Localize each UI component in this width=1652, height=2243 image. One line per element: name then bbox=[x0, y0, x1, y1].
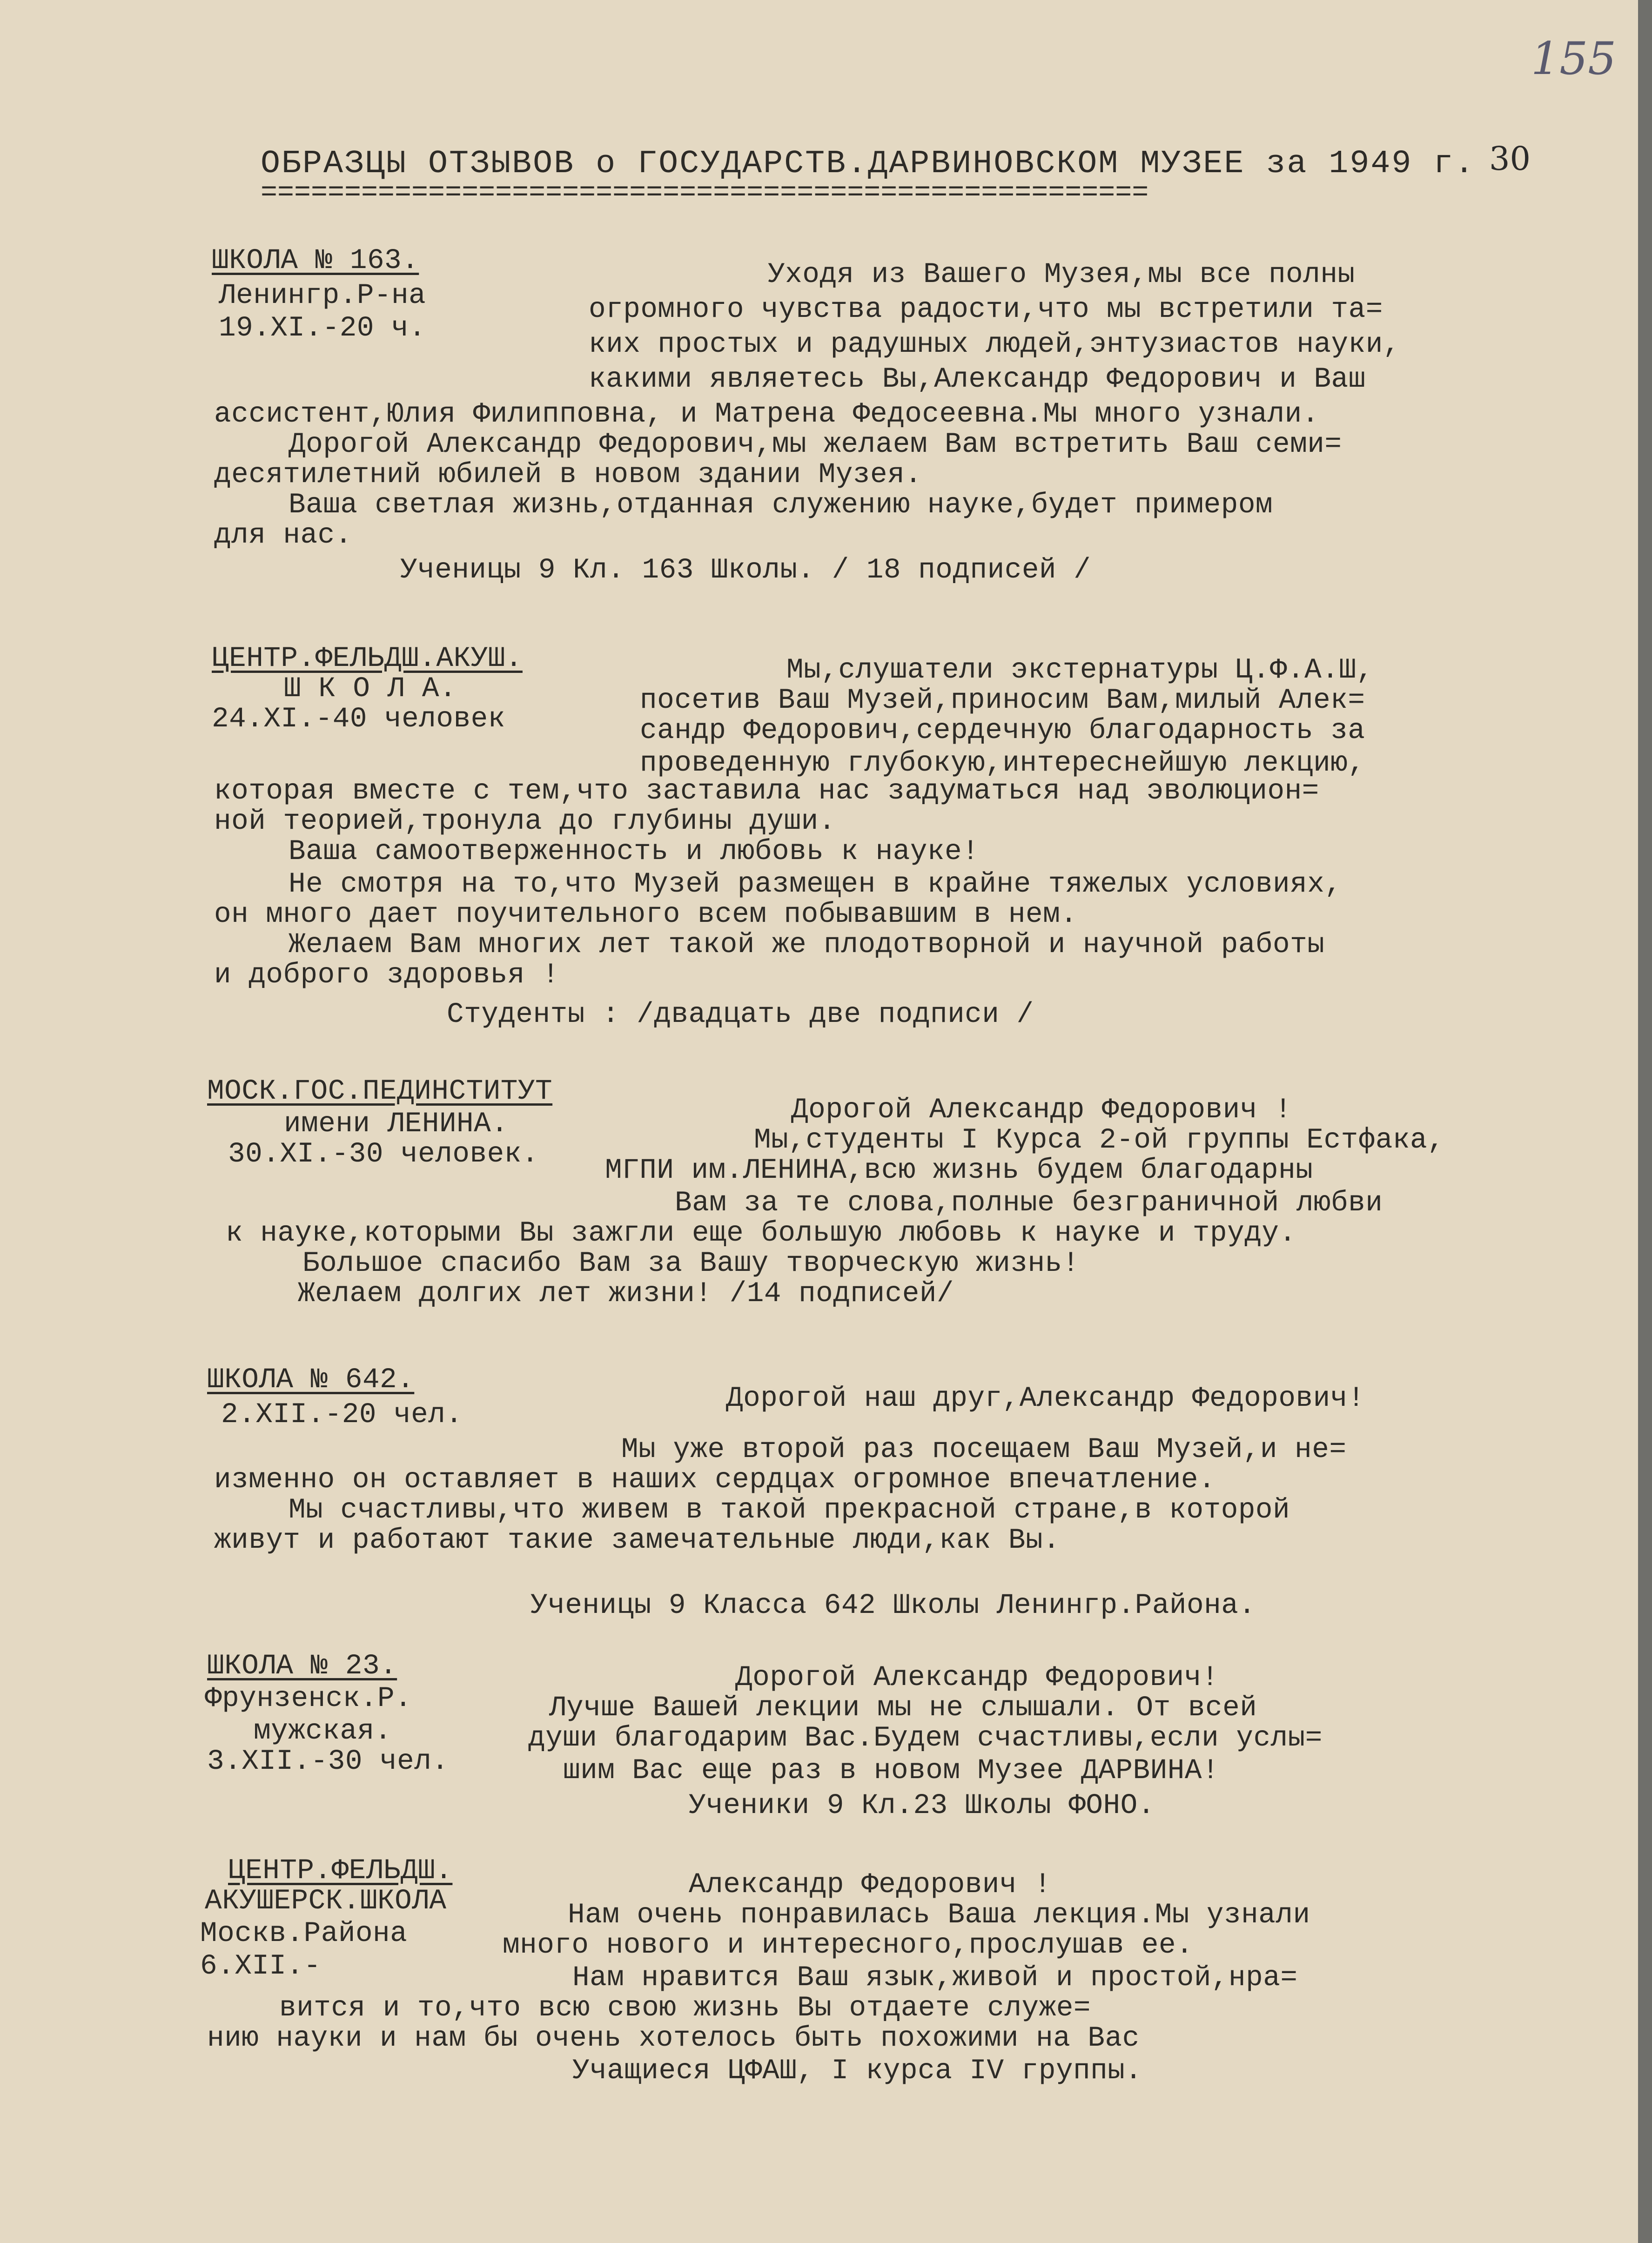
entry-2-line-3: сандр Федорович,сердечную благодарность за bbox=[640, 715, 1365, 747]
entry-2-line-9: он много дает поучительного всем побывавшим в нем. bbox=[214, 899, 1078, 931]
entry-3-signatures: Желаем долгих лет жизни! /14 подписей/ bbox=[298, 1278, 954, 1310]
entry-3-header-date: 30.XI.-30 человек. bbox=[228, 1138, 539, 1170]
entry-4-header-date: 2.XII.-20 чел. bbox=[221, 1399, 463, 1431]
entry-2-line-4: проведенную глубокую,интереснейшую лекцию, bbox=[640, 747, 1365, 779]
entry-4-line-1: Дорогой наш друг,Александр Федорович! bbox=[726, 1383, 1365, 1415]
entry-6-header-district: Москв.Района bbox=[200, 1918, 408, 1950]
entry-2-header-date: 24.XI.-40 человек bbox=[212, 703, 505, 735]
entry-4-header-school: ШКОЛА № 642. bbox=[207, 1364, 415, 1396]
entry-2-line-10: Желаем Вам многих лет такой же плодотворной и научной работы bbox=[289, 929, 1325, 961]
entry-1-header-date: 19.XI.-20 ч. bbox=[219, 312, 426, 344]
entry-4-line-4: Мы счастливы,что живем в такой прекрасной стране,в которой bbox=[289, 1494, 1290, 1526]
entry-5-header-date: 3.XII.-30 чел. bbox=[207, 1746, 449, 1778]
title-rule: ===================================================== bbox=[261, 177, 1149, 209]
entry-2-line-5: которая вместе с тем,что заставила нас задуматься над эволюцион= bbox=[214, 775, 1319, 807]
entry-3-line-1: Дорогой Александр Федорович ! bbox=[791, 1094, 1292, 1126]
entry-2-line-11: и доброго здоровья ! bbox=[214, 959, 560, 991]
entry-2-header-type: Ш К О Л А. bbox=[284, 673, 457, 705]
entry-1-line-9: для нас. bbox=[214, 519, 352, 551]
entry-1-line-3: ких простых и радушных людей,энтузиастов науки, bbox=[589, 329, 1400, 361]
entry-1-line-8: Ваша светлая жизнь,отданная служению науке,будет примером bbox=[289, 489, 1273, 521]
entry-6-header-date: 6.XII.- bbox=[200, 1950, 321, 1982]
entry-1-line-1: Уходя из Вашего Музея,мы все полны bbox=[768, 259, 1355, 291]
entry-5-line-2: Лучше Вашей лекции мы не слышали. От всей bbox=[549, 1692, 1257, 1724]
page-number: 30 bbox=[1489, 140, 1531, 178]
entry-2-line-8: Не смотря на то,что Музей размещен в крайне тяжелых условиях, bbox=[289, 868, 1342, 900]
entry-4-line-5: живут и работают такие замечательные люди,как Вы. bbox=[214, 1524, 1061, 1557]
entry-5-header-district: Фрунзенск.Р. bbox=[205, 1683, 412, 1715]
entry-3-header-name: имени ЛЕНИНА. bbox=[284, 1108, 509, 1140]
entry-4-line-3: изменно он оставляет в наших сердцах огромное впечатление. bbox=[214, 1464, 1216, 1496]
entry-3-header-school: МОСК.ГОС.ПЕДИНСТИТУТ bbox=[207, 1075, 553, 1108]
entry-6-line-5: вится и то,что всю свою жизнь Вы отдаете служе= bbox=[279, 1992, 1091, 2024]
entry-1-line-6: Дорогой Александр Федорович,мы желаем Вам встретить Ваш семи= bbox=[289, 429, 1342, 461]
entry-3-line-4: Вам за те слова,полные безграничной любви bbox=[675, 1187, 1383, 1219]
entry-3-line-5: к науке,которыми Вы зажгли еще большую любовь к науке и труду. bbox=[226, 1217, 1296, 1249]
entry-6-header-school: ЦЕНТР.ФЕЛЬДШ. bbox=[228, 1855, 453, 1887]
entry-1-signatures: Ученицы 9 Кл. 163 Школы. / 18 подписей / bbox=[400, 554, 1091, 586]
entry-6-signatures: Учащиеся ЦФАШ, I курса IV группы. bbox=[572, 2055, 1142, 2087]
entry-6-line-3: много нового и интересного,прослушав ее. bbox=[503, 1929, 1194, 1961]
entry-6-line-6: нию науки и нам бы очень хотелось быть похожими на Вас bbox=[207, 2022, 1140, 2055]
entry-5-line-4: шим Вас еще раз в новом Музее ДАРВИНА! bbox=[563, 1755, 1220, 1787]
entry-1-header-district: Ленингр.Р-на bbox=[219, 280, 426, 312]
entry-2-header-school: ЦЕНТР.ФЕЛЬДШ.АКУШ. bbox=[212, 643, 523, 675]
entry-1-line-7: десятилетний юбилей в новом здании Музея. bbox=[214, 459, 922, 491]
entry-6-header-type: АКУШЕРСК.ШКОЛА bbox=[205, 1885, 447, 1917]
entry-4-signatures: Ученицы 9 Класса 642 Школы Ленингр.Района. bbox=[531, 1590, 1256, 1622]
entry-2-line-6: ной теорией,тронула до глубины души. bbox=[214, 806, 836, 838]
entry-1-line-4: какими являетесь Вы,Александр Федорович и Ваш bbox=[589, 363, 1366, 396]
archive-folio-number: 155 bbox=[1531, 33, 1617, 85]
entry-3-line-3: МГПИ им.ЛЕНИНА,всю жизнь будем благодарны bbox=[605, 1155, 1313, 1187]
entry-4-line-2: Мы уже второй раз посещаем Ваш Музей,и не= bbox=[621, 1434, 1347, 1466]
entry-1-line-5: ассистент,Юлия Филипповна, и Матрена Федосеевна.Мы много узнали. bbox=[214, 398, 1319, 430]
entry-5-line-1: Дорогой Александр Федорович! bbox=[735, 1662, 1219, 1694]
entry-5-header-type: мужская. bbox=[254, 1715, 392, 1747]
entry-5-header-school: ШКОЛА № 23. bbox=[207, 1650, 397, 1682]
entry-6-line-1: Александр Федорович ! bbox=[689, 1869, 1052, 1901]
document-title: ОБРАЗЦЫ ОТЗЫВОВ о ГОСУДАРСТВ.ДАРВИНОВСКОМ МУЗЕЕ за 1949 г. bbox=[261, 146, 1476, 182]
entry-2-line-2: посетив Ваш Музей,приносим Вам,милый Алек= bbox=[640, 685, 1365, 717]
adjacent-page-edge bbox=[1638, 0, 1652, 2243]
entry-5-signatures: Ученики 9 Кл.23 Школы ФОНО. bbox=[689, 1790, 1155, 1822]
entry-5-line-3: души благодарим Вас.Будем счастливы,если услы= bbox=[528, 1722, 1323, 1754]
entry-6-line-4: Нам нравится Ваш язык,живой и простой,нра= bbox=[572, 1962, 1298, 1994]
entry-2-signatures: Студенты : /двадцать две подписи / bbox=[447, 999, 1034, 1031]
entry-3-line-6: Большое спасибо Вам за Вашу творческую жизнь! bbox=[302, 1248, 1080, 1280]
entry-3-line-2: Мы,студенты I Курса 2-ой группы Естфака, bbox=[754, 1124, 1445, 1156]
entry-2-line-1: Мы,слушатели экстернатуры Ц.Ф.А.Ш, bbox=[786, 654, 1374, 686]
entry-1-line-2: огромного чувства радости,что мы встретили та= bbox=[589, 294, 1383, 326]
entry-2-line-7: Ваша самоотверженность и любовь к науке! bbox=[289, 836, 980, 868]
entry-1-header-school: ШКОЛА № 163. bbox=[212, 245, 419, 277]
entry-6-line-2: Нам очень понравилась Ваша лекция.Мы узнали bbox=[568, 1899, 1310, 1931]
